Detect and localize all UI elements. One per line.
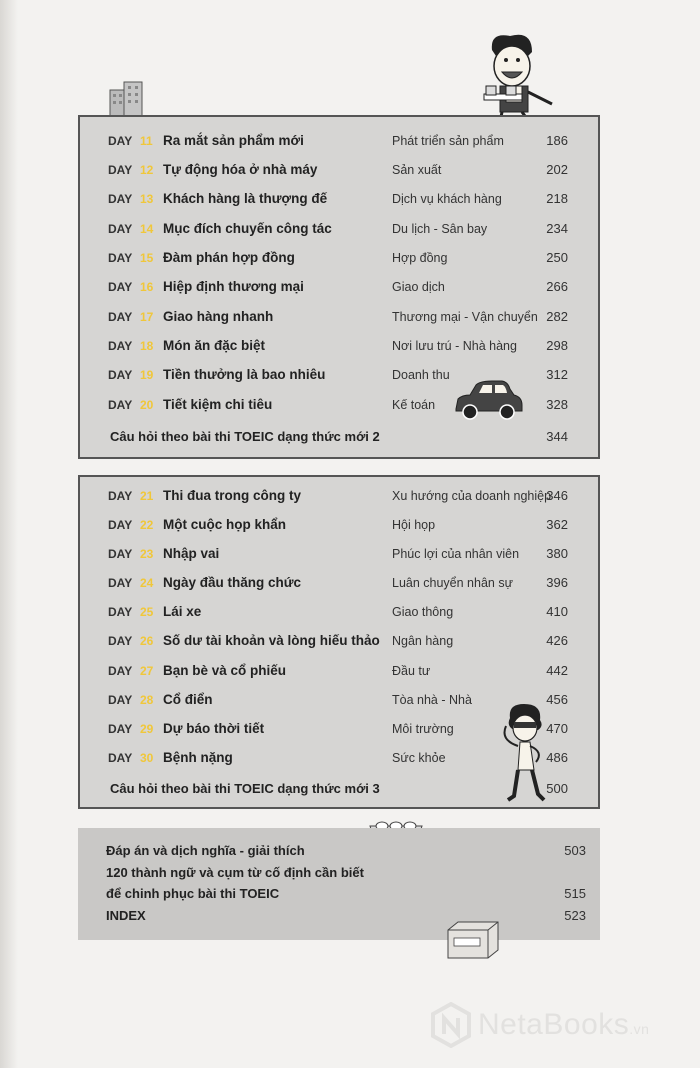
toc-row[interactable] bbox=[80, 661, 598, 681]
day-number: 28 bbox=[140, 693, 154, 707]
chapter-topic: Thương mại - Vận chuyển bbox=[392, 310, 538, 324]
chapter-title: Nhập vai bbox=[163, 546, 220, 561]
appendix-title-cont: để chinh phục bài thi TOEIC bbox=[106, 886, 280, 901]
watermark-suffix: .vn bbox=[629, 1021, 650, 1037]
day-number: 29 bbox=[140, 722, 154, 736]
page-number: 344 bbox=[546, 429, 568, 444]
day-label: DAY bbox=[108, 310, 133, 324]
page-number: 442 bbox=[546, 663, 568, 678]
chapter-title: Dự báo thời tiết bbox=[163, 721, 265, 736]
page-binding-shadow bbox=[0, 0, 18, 1068]
page-number: 250 bbox=[546, 250, 568, 265]
day-number: 19 bbox=[140, 368, 154, 382]
test-title: Câu hỏi theo bài thi TOEIC dạng thức mới 3 bbox=[110, 781, 380, 796]
chapter-title: Cổ điển bbox=[163, 692, 213, 707]
toc-row-test[interactable] bbox=[80, 427, 598, 447]
page-number: 218 bbox=[546, 191, 568, 206]
chapter-topic: Đầu tư bbox=[392, 664, 431, 678]
chapter-topic: Du lịch - Sân bay bbox=[392, 222, 488, 236]
appendix-title: INDEX bbox=[106, 908, 146, 923]
page-number: 362 bbox=[546, 517, 568, 532]
page-number: 380 bbox=[546, 546, 568, 561]
toc-row[interactable] bbox=[80, 515, 598, 535]
chapter-topic: Xu hướng của doanh nghiệp bbox=[392, 489, 552, 503]
day-number: 30 bbox=[140, 751, 154, 765]
toc-row[interactable] bbox=[80, 131, 598, 151]
day-number: 18 bbox=[140, 339, 154, 353]
chapter-title: Khách hàng là thượng đế bbox=[163, 191, 328, 206]
page-number: 486 bbox=[546, 750, 568, 765]
appendix-row-idioms-cont[interactable] bbox=[78, 884, 600, 904]
page-number: 470 bbox=[546, 721, 568, 736]
chapter-title: Bệnh nặng bbox=[163, 750, 233, 765]
watermark bbox=[430, 1002, 690, 1050]
chapter-topic: Giao thông bbox=[392, 605, 454, 619]
page-number: 500 bbox=[546, 781, 568, 796]
chapter-title: Tiết kiệm chi tiêu bbox=[163, 397, 273, 412]
day-label: DAY bbox=[108, 134, 133, 148]
netabooks-logo-icon bbox=[430, 1002, 472, 1048]
toc-row[interactable] bbox=[80, 219, 598, 239]
toc-row[interactable] bbox=[80, 486, 598, 506]
chapter-topic: Doanh thu bbox=[392, 368, 450, 382]
chapter-title: Ngày đầu thăng chức bbox=[163, 575, 302, 590]
toc-row[interactable] bbox=[80, 160, 598, 180]
toc-row[interactable] bbox=[80, 602, 598, 622]
chapter-topic: Kế toán bbox=[392, 398, 436, 412]
page-number: 328 bbox=[546, 397, 568, 412]
car-icon bbox=[452, 379, 524, 423]
page-number: 346 bbox=[546, 488, 568, 503]
test-title: Câu hỏi theo bài thi TOEIC dạng thức mới 2 bbox=[110, 429, 380, 444]
day-number: 22 bbox=[140, 518, 154, 532]
day-number: 23 bbox=[140, 547, 154, 561]
day-label: DAY bbox=[108, 163, 133, 177]
chapter-topic: Dịch vụ khách hàng bbox=[392, 192, 502, 206]
day-label: DAY bbox=[108, 634, 133, 648]
toc-row[interactable] bbox=[80, 631, 598, 651]
page-number: 515 bbox=[564, 886, 586, 901]
chapter-topic: Hội họp bbox=[392, 518, 436, 532]
chapter-topic: Ngân hàng bbox=[392, 634, 454, 648]
day-number: 11 bbox=[140, 134, 153, 148]
watermark-text bbox=[478, 1008, 649, 1042]
day-number: 15 bbox=[140, 251, 154, 265]
day-label: DAY bbox=[108, 192, 133, 206]
toc-row[interactable] bbox=[80, 573, 598, 593]
box-icon bbox=[446, 920, 500, 960]
page-number: 523 bbox=[564, 908, 586, 923]
appendix-section bbox=[78, 828, 600, 940]
office-building-icon bbox=[108, 80, 144, 118]
chapter-title: Một cuộc họp khẩn bbox=[163, 517, 286, 532]
day-label: DAY bbox=[108, 722, 133, 736]
day-label: DAY bbox=[108, 339, 133, 353]
day-label: DAY bbox=[108, 222, 133, 236]
day-label: DAY bbox=[108, 280, 133, 294]
toc-row[interactable] bbox=[80, 277, 598, 297]
toc-row[interactable] bbox=[80, 544, 598, 564]
toc-row[interactable] bbox=[80, 189, 598, 209]
day-number: 17 bbox=[140, 310, 154, 324]
page-number: 266 bbox=[546, 279, 568, 294]
chapter-title: Bạn bè và cổ phiếu bbox=[163, 663, 287, 678]
day-number: 27 bbox=[140, 664, 154, 678]
page-number: 186 bbox=[546, 133, 568, 148]
chapter-title: Thi đua trong công ty bbox=[163, 488, 301, 503]
appendix-title: Đáp án và dịch nghĩa - giải thích bbox=[106, 843, 305, 858]
chapter-topic: Tòa nhà - Nhà bbox=[392, 693, 472, 707]
day-number: 26 bbox=[140, 634, 154, 648]
chapter-topic: Luân chuyển nhân sự bbox=[392, 576, 513, 590]
page-number: 456 bbox=[546, 692, 568, 707]
chapter-topic: Phát triển sản phẩm bbox=[392, 134, 504, 148]
dancing-character-icon bbox=[494, 700, 554, 810]
page-number: 234 bbox=[546, 221, 568, 236]
toc-row[interactable] bbox=[80, 336, 598, 356]
day-label: DAY bbox=[108, 368, 133, 382]
day-number: 14 bbox=[140, 222, 154, 236]
appendix-row-answers[interactable] bbox=[78, 841, 600, 861]
day-number: 21 bbox=[140, 489, 154, 503]
page-number: 282 bbox=[546, 309, 568, 324]
page-number: 298 bbox=[546, 338, 568, 353]
chapter-topic: Môi trường bbox=[392, 722, 454, 736]
page-number: 312 bbox=[546, 367, 568, 382]
page-number: 410 bbox=[546, 604, 568, 619]
chapter-topic: Phúc lợi của nhân viên bbox=[392, 547, 520, 561]
day-label: DAY bbox=[108, 518, 133, 532]
chapter-title: Mục đích chuyến công tác bbox=[163, 221, 332, 236]
day-number: 20 bbox=[140, 398, 154, 412]
day-label: DAY bbox=[108, 751, 133, 765]
day-label: DAY bbox=[108, 664, 133, 678]
page-number: 503 bbox=[564, 843, 586, 858]
chapter-title: Ra mắt sản phẩm mới bbox=[163, 133, 304, 148]
day-number: 16 bbox=[140, 280, 154, 294]
day-label: DAY bbox=[108, 398, 133, 412]
chapter-topic: Sức khỏe bbox=[392, 751, 446, 765]
toc-row[interactable] bbox=[80, 248, 598, 268]
page-number: 426 bbox=[546, 633, 568, 648]
day-label: DAY bbox=[108, 605, 133, 619]
chapter-topic: Sản xuất bbox=[392, 163, 442, 177]
chapter-topic: Giao dịch bbox=[392, 280, 445, 294]
chapter-title: Tự động hóa ở nhà máy bbox=[163, 162, 318, 177]
chapter-title: Số dư tài khoản và lòng hiếu thảo bbox=[163, 633, 380, 648]
appendix-title: 120 thành ngữ và cụm từ cố định cần biết bbox=[106, 865, 364, 880]
chapter-topic: Nơi lưu trú - Nhà hàng bbox=[392, 339, 517, 353]
chapter-title: Lái xe bbox=[163, 604, 202, 619]
day-number: 12 bbox=[140, 163, 154, 177]
day-number: 24 bbox=[140, 576, 154, 590]
appendix-row-idioms[interactable] bbox=[78, 863, 600, 883]
day-label: DAY bbox=[108, 693, 133, 707]
appendix-row-index[interactable] bbox=[78, 906, 600, 926]
day-number: 25 bbox=[140, 605, 154, 619]
day-label: DAY bbox=[108, 489, 133, 503]
chapter-topic: Hợp đồng bbox=[392, 251, 448, 265]
chapter-title: Hiệp định thương mại bbox=[163, 279, 304, 294]
watermark-brand: NetaBooks bbox=[478, 1008, 630, 1041]
chapter-title: Tiền thưởng là bao nhiêu bbox=[163, 367, 326, 382]
page-number: 396 bbox=[546, 575, 568, 590]
chapter-title: Món ăn đặc biệt bbox=[163, 338, 266, 353]
contents-section-days-11-20 bbox=[78, 115, 600, 459]
day-label: DAY bbox=[108, 576, 133, 590]
day-label: DAY bbox=[108, 251, 133, 265]
page-number: 202 bbox=[546, 162, 568, 177]
day-number: 13 bbox=[140, 192, 154, 206]
day-label: DAY bbox=[108, 547, 133, 561]
chapter-title: Đàm phán hợp đồng bbox=[163, 250, 295, 265]
chapter-title: Giao hàng nhanh bbox=[163, 309, 274, 324]
toc-row[interactable] bbox=[80, 307, 598, 327]
